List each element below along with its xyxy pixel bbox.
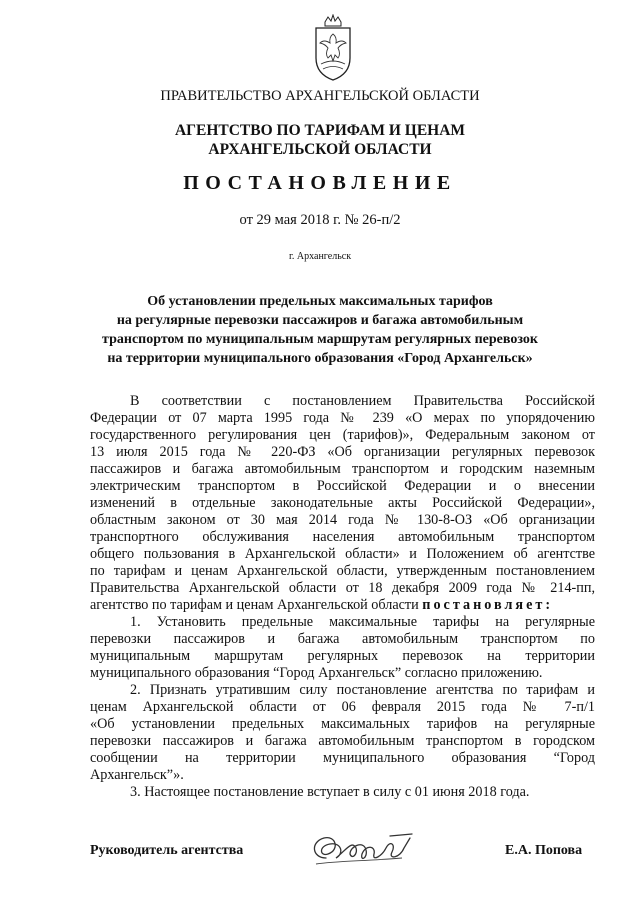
title-line: на территории муниципального образования «Город Архангельск» <box>107 351 533 366</box>
body-line: 13 июля 2015 года № 220-ФЗ «Об организации регулярных перевозок <box>90 444 595 460</box>
signatory-name: Е.А. Попова <box>505 843 583 858</box>
body-text: агентство по тарифам и ценам Архангельской области <box>90 597 423 613</box>
body-line: общего пользования в Архангельской области» и Положением об агентстве <box>90 546 595 562</box>
item-2-line: перевозки пассажиров и багажа автомобильным транспортом в городском <box>90 733 595 749</box>
body-line-final <box>90 597 553 614</box>
title-line: транспортом по муниципальным маршрутам регулярных перевозок <box>102 332 538 347</box>
body-line: пассажиров и багажа автомобильным транспортом и городским наземным <box>90 461 595 477</box>
item-2-line: ценам Архангельской области от 06 февраля 2015 года № 7-п/1 <box>90 699 595 715</box>
body-line: транспортного обслуживания населения автомобильным транспортом <box>90 529 595 545</box>
item-1-line: 1. Установить предельные максимальные тарифы на регулярные <box>130 614 595 630</box>
item-2-line: «Об установлении предельных максимальных тарифов на регулярные <box>90 716 595 732</box>
body-line: Федерации от 07 марта 1995 года № 239 «О мерах по упорядочению <box>90 410 595 426</box>
item-3-line: 3. Настоящее постановление вступает в силу с 01 июня 2018 года. <box>130 784 530 800</box>
body-line: электрическим транспортом в Российской Федерации и о внесении <box>90 478 595 494</box>
title-line: на регулярные перевозки пассажиров и багажа автомобильным <box>116 313 524 328</box>
body-line: В соответствии с постановлением Правительства Российской <box>130 393 595 409</box>
agency-name-line: АГЕНТСТВО ПО ТАРИФАМ И ЦЕНАМ <box>174 122 466 139</box>
title-line: Об установлении предельных максимальных тарифов <box>147 294 493 309</box>
agency-name <box>0 121 640 159</box>
document-type: ПОСТАНОВЛЕНИЕ <box>183 172 457 194</box>
body-line: по тарифам и ценам Архангельской области, утвержденным постановлением <box>90 563 595 579</box>
body-line: изменений в отдельные законодательные акты Российской Федерации», <box>90 495 595 511</box>
document-title <box>0 292 640 368</box>
item-2-line: Архангельск”». <box>90 767 184 783</box>
body-line: государственного регулирования цен (тарифов)», Федеральным законом от <box>90 427 595 443</box>
item-2-line: сообщении на территории муниципального образования “Город <box>90 750 595 766</box>
document-city: г. Архангельск <box>288 251 352 262</box>
document-date-number: от 29 мая 2018 г. № 26-п/2 <box>239 212 401 228</box>
item-1-line: муниципального образования “Город Архангельск” согласно приложению. <box>90 665 543 681</box>
item-1-line: перевозки пассажиров и багажа автомобильным транспортом по <box>90 631 595 647</box>
resolves-word: постановляет: <box>422 597 554 613</box>
body-line: Правительства Архангельской области от 18 декабря 2009 года № 214-пп, <box>90 580 595 596</box>
handwritten-signature <box>306 828 418 872</box>
signatory-position: Руководитель агентства <box>90 843 244 858</box>
coat-of-arms-icon <box>313 14 353 82</box>
item-2-line: 2. Признать утратившим силу постановление агентства по тарифам и <box>130 682 595 698</box>
body-line: областным законом от 30 мая 2014 года № 130-8-ОЗ «Об организации <box>90 512 595 528</box>
agency-name-line: АРХАНГЕЛЬСКОЙ ОБЛАСТИ <box>208 141 432 158</box>
item-1-line: муниципальным маршрутам регулярных перевозок на территории <box>90 648 595 664</box>
government-name: ПРАВИТЕЛЬСТВО АРХАНГЕЛЬСКОЙ ОБЛАСТИ <box>160 88 480 104</box>
